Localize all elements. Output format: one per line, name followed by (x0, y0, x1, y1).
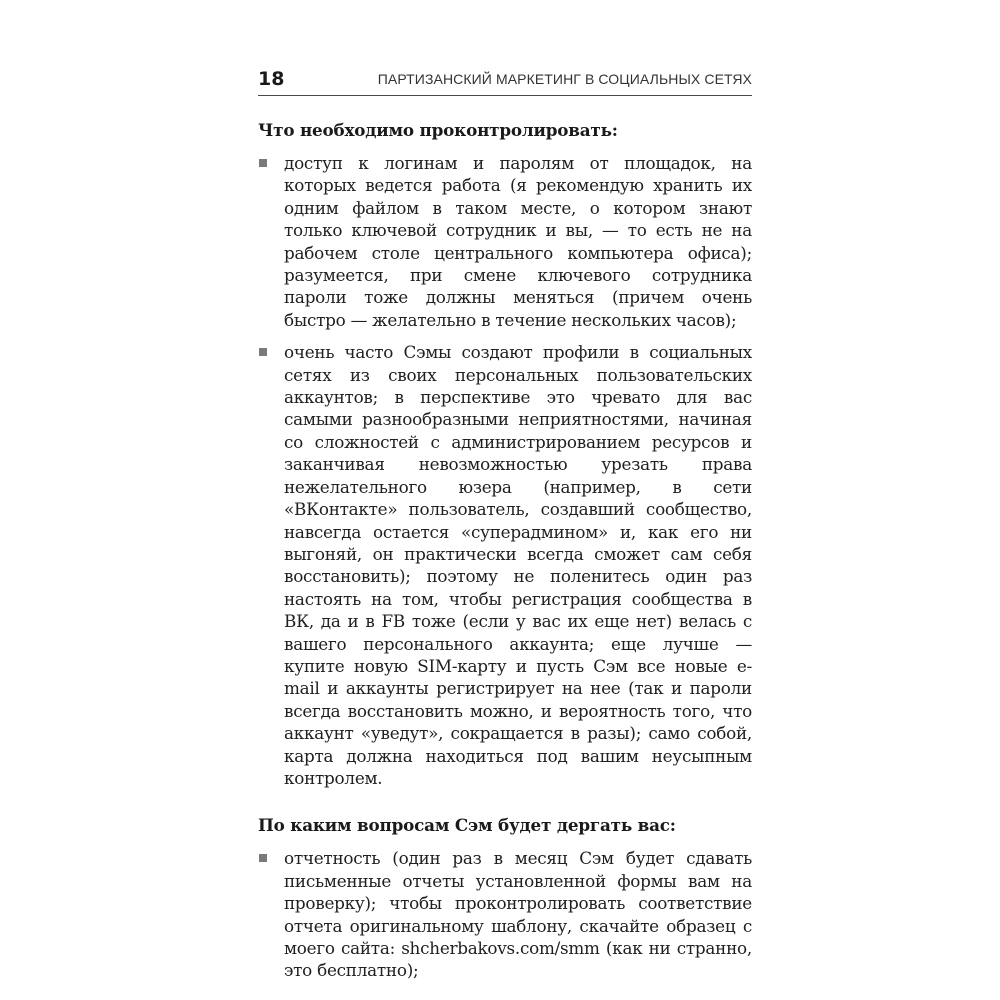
section-heading-questions: По каким вопросам Сэм будет дергать вас: (258, 815, 676, 836)
section-heading-control: Что необходимо проконтролировать: (258, 120, 618, 140)
list-item-text: отчетность (один раз в месяц Сэм будет сдавать письменные отчеты установленной формы вам на проверку); чтобы проконтролировать соответствие отчета оригинальному шаблону, скачайте образец с моего сайта: shcherbakovs.com/smm (как ни странно, это бесплатно); (284, 848, 752, 981)
questions-list (258, 847, 752, 981)
page-header (258, 66, 752, 92)
list-item-text: очень часто Сэмы создают профили в социальных сетях из своих персональных пользовательских аккаунтов; в перспективе это чревато для вас самыми разнообразными неприятностями, начиная со сложностей с администрированием ресурсов и заканчивая невозможностью урезать права нежелательного юзера (например, в сети «ВКонтакте» пользователь, создавший сообщество, навсегда остается «суперадмином» и, как его ни выгоняй, он практически всегда сможет сам себя восстановить); поэтому не поленитесь один раз настоять на том, чтобы регистрация сообщества в ВК, да и в FB тоже (если у вас их еще нет) велась с вашего персонального аккаунта; еще лучше — купите новую SIM-карту и пусть Сэм все новые e-mail и аккаунты регистрирует на нее (так и пароли всегда восстановить можно, и вероятность того, что аккаунт «уведут», сокращается в разы); само собой, карта должна находиться под вашим неусыпным контролем. (284, 342, 752, 788)
running-title: ПАРТИЗАНСКИЙ МАРКЕТИНГ В СОЦИАЛЬНЫХ СЕТЯХ (377, 71, 752, 87)
page-body (258, 118, 752, 992)
list-item (258, 847, 752, 981)
list-item (258, 152, 752, 331)
list-item (258, 341, 752, 789)
header-divider (258, 95, 752, 96)
list-item-text: доступ к логинам и паролям от площадок, на которых ведется работа (я рекомендую хранить их одним файлом в таком месте, о котором знают только ключевой сотрудник и вы, — то есть не на рабочем столе центрального компьютера офиса); разумеется, при смене ключевого сотрудника пароли тоже должны меняться (причем очень быстро — желательно в течение нескольких часов); (284, 153, 752, 330)
square-bullet-icon (259, 159, 267, 167)
page-number: 18 (258, 68, 285, 90)
control-list (258, 152, 752, 789)
square-bullet-icon (259, 348, 267, 356)
square-bullet-icon (259, 854, 267, 862)
